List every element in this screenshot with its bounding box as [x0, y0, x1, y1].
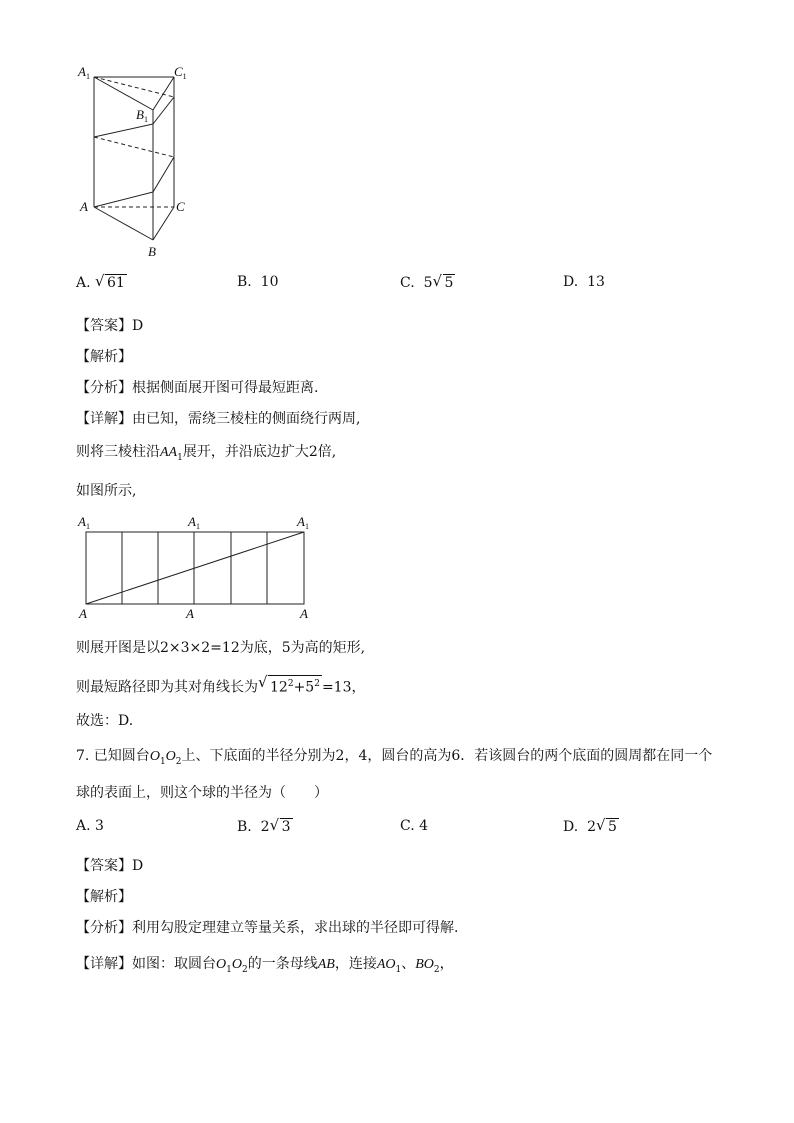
- sqrt-5-d: √ 5: [596, 816, 617, 835]
- label-B: B: [148, 244, 156, 259]
- q7-option-d: D. 2 √ 5: [563, 816, 617, 835]
- q6-answer: 【答案】D: [76, 318, 144, 334]
- q6-line5: 则最短路径即为其对角线长为 √ $12^2+5^2 =13$，: [76, 673, 366, 696]
- prism-figure: [76, 62, 206, 262]
- q6-option-c: C. 5 √ 5: [400, 272, 454, 291]
- q6-conclusion: 故选：D.: [76, 713, 134, 729]
- q6-detail: 【详解】由已知，需绕三棱柱的侧面绕行两周,: [76, 411, 361, 427]
- q6-line3: 如图所示,: [76, 483, 137, 499]
- sqrt-5: √ 5: [432, 272, 454, 291]
- q7-answer: 【答案】D: [76, 858, 144, 874]
- label-top-3: $A_1$: [297, 514, 309, 531]
- label-bottom-1: A: [79, 606, 87, 621]
- unfold-figure: [76, 512, 326, 624]
- label-bottom-2: A: [186, 606, 194, 621]
- q7-option-a: A. 3: [76, 818, 104, 834]
- q7-detail: 【详解】如图：取圆台$O_1O_2$的一条母线AB，连接$AO_1$、$BO_2$，: [76, 956, 454, 975]
- sqrt-61: √ 61: [95, 272, 125, 291]
- q7-stem-line1: 7. 已知圆台$O_1O_2$上、下底面的半径分别为2，4，圆台的高为6．若该圆台的两个底面的圆周都在同一个: [76, 748, 713, 767]
- q7-stem-line2: 球的表面上，则这个球的半径为（ ）: [76, 785, 328, 801]
- label-C1: $C_1$: [174, 64, 187, 81]
- q6-line2: 则将三棱柱沿$AA_1$展开，并沿底边扩大2倍,: [76, 444, 337, 463]
- label-A1: $A_1$: [78, 64, 90, 81]
- q6-analysis-heading: 【解析】: [76, 349, 132, 365]
- q7-analysis-heading: 【解析】: [76, 889, 132, 905]
- sqrt-diagonal: √ $12^2+5^2$: [258, 673, 320, 696]
- q6-option-a: A. √ 61: [76, 272, 125, 291]
- label-bottom-3: A: [300, 606, 308, 621]
- label-top-1: $A_1$: [78, 514, 90, 531]
- q6-option-b: B. 10: [237, 274, 279, 290]
- q7-option-b: B. 2 √ 3: [237, 816, 291, 835]
- label-B1: $B_1$: [136, 107, 148, 124]
- q6-line4: 则展开图是以2×3×2=12为底，5为高的矩形,: [76, 640, 366, 656]
- sqrt-3: √ 3: [269, 816, 291, 835]
- q7-fenxi: 【分析】利用勾股定理建立等量关系，求出球的半径即可得解.: [76, 920, 459, 936]
- q6-option-d: D. 13: [563, 274, 605, 290]
- q7-option-c: C. 4: [400, 818, 429, 834]
- label-A: A: [80, 199, 88, 214]
- label-C: C: [176, 199, 185, 214]
- q6-fenxi: 【分析】根据侧面展开图可得最短距离.: [76, 380, 319, 396]
- label-top-2: $A_1$: [188, 514, 200, 531]
